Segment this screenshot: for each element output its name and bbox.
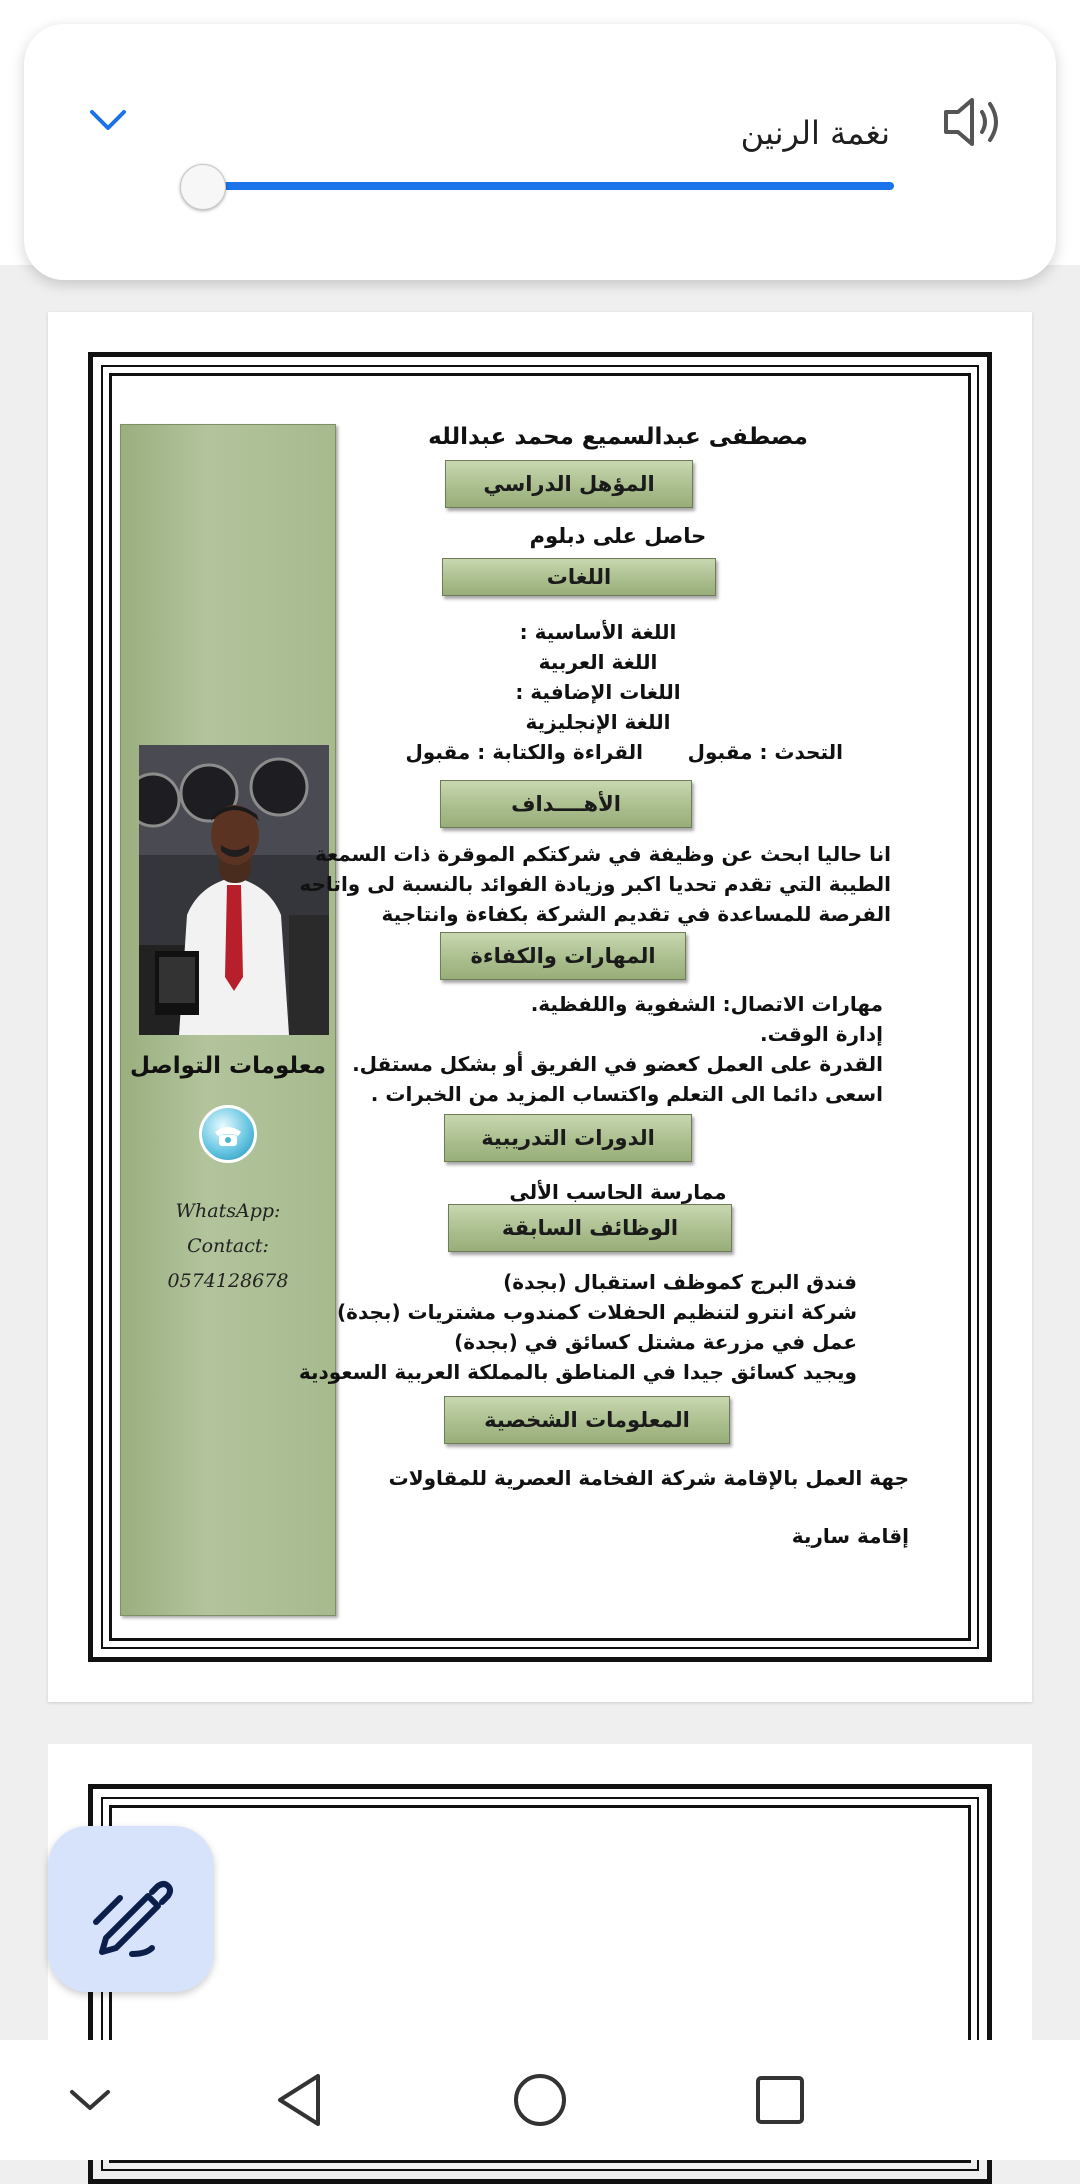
volume-title: نغمة الرنين [740, 114, 890, 152]
cv-content [298, 424, 943, 1614]
personal-line-1: جهة العمل بالإقامة شركة الفخامة العصرية للمقاولات [388, 1466, 909, 1490]
volume-slider-track[interactable] [204, 182, 894, 190]
speaker-icon[interactable] [936, 84, 1012, 160]
phone-icon [199, 1105, 257, 1163]
chevron-down-icon[interactable] [82, 94, 134, 146]
skills-heading: المهارات والكفاءة [440, 932, 686, 980]
goals-line-2: الطيبة التي تقدم تحديا اكبر وزيادة الفوائد بالنسبة لى واتاحه [299, 872, 891, 896]
language-basic-label: اللغة الأساسية : [519, 620, 677, 644]
contact-label: Contact: [187, 1235, 269, 1257]
document-page-1[interactable] [48, 312, 1032, 1702]
back-icon[interactable] [260, 2060, 340, 2140]
languages-heading: اللغات [442, 558, 716, 596]
recents-icon[interactable] [740, 2060, 820, 2140]
whatsapp-label: WhatsApp: [175, 1200, 281, 1222]
jobs-line-2: شركة انترو لتنظيم الحفلات كمندوب مشتريات (بجدة) [337, 1300, 857, 1324]
phone-number: 0574128678 [167, 1270, 289, 1292]
goals-heading: الأهــــداف [440, 780, 692, 828]
courses-heading: الدورات التدريبية [444, 1114, 692, 1162]
skills-line-2: إدارة الوقت. [759, 1022, 883, 1046]
skills-line-1: مهارات الاتصال: الشفوية واللفظية. [530, 992, 883, 1016]
chevron-down-icon[interactable] [50, 2060, 130, 2140]
ringtone-volume-panel [24, 24, 1056, 280]
cv-name: مصطفى عبدالسميع محمد عبدالله [428, 424, 808, 450]
personal-line-2: إقامة سارية [791, 1524, 909, 1548]
language-reading-writing: القراءة والكتابة : مقبول [405, 740, 643, 764]
edit-pen-icon [48, 1826, 214, 1992]
jobs-line-3: عمل في مزرعة مشتل كسائق في (بجدة) [454, 1330, 857, 1354]
volume-slider-thumb[interactable] [180, 164, 226, 210]
language-extra-value: اللغة الإنجليزية [525, 710, 671, 734]
jobs-line-1: فندق البرج كموظف استقبال (بجدة) [503, 1270, 857, 1294]
language-basic-value: اللغة العربية [538, 650, 658, 674]
language-speaking: التحدث : مقبول [687, 740, 843, 764]
goals-line-1: انا حاليا ابحث عن وظيفة في شركتكم الموقرة ذات السمعة [314, 842, 891, 866]
system-navigation-bar [0, 2040, 1080, 2160]
skills-line-3: القدرة على العمل كعضو في الفريق أو بشكل مستقل. [352, 1052, 883, 1076]
personal-heading: المعلومات الشخصية [444, 1396, 730, 1444]
skills-line-4: اسعى دائما الى التعلم واكتساب المزيد من الخبرات . [370, 1082, 883, 1106]
jobs-line-4: ويجيد كسائق جيدا في المناطق بالمملكة العربية السعودية [298, 1360, 857, 1384]
education-text: حاصل على دبلوم [529, 524, 707, 548]
goals-line-3: الفرصة للمساعدة في تقديم الشركة بكفاءة وانتاجية [381, 902, 891, 926]
contact-title: معلومات التواصل [130, 1053, 326, 1079]
language-extra-label: اللغات الإضافية : [515, 680, 681, 704]
home-icon[interactable] [500, 2060, 580, 2140]
jobs-heading: الوظائف السابقة [448, 1204, 732, 1252]
contact-sidebar [120, 424, 336, 1616]
edit-fab-button[interactable] [48, 1826, 214, 1992]
courses-text: ممارسة الحاسب الألى [509, 1180, 727, 1204]
education-heading: المؤهل الدراسي [445, 460, 693, 508]
